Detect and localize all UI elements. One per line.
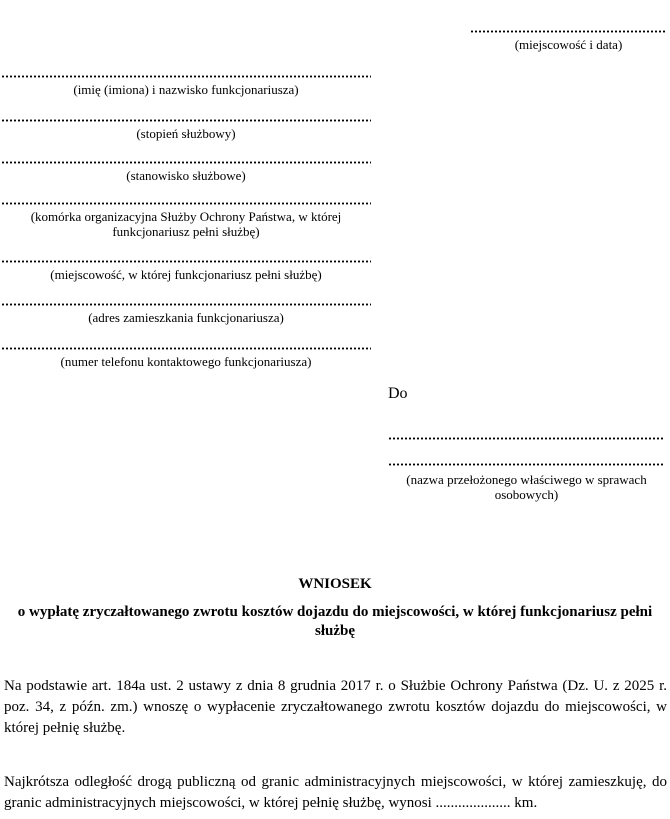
- document-subtitle: o wypłatę zryczałtowanego zwrotu kosztów dojazdu do miejscowości, w której funkcjonariusz pełni służbę: [17, 604, 653, 639]
- organizational-unit-fill-line: [1, 202, 371, 205]
- service-position-fill-line: [1, 161, 371, 164]
- addressee-block: [388, 385, 665, 510]
- home-address-label: (adres zamieszkania funkcjonariusza): [88, 310, 284, 325]
- field-contact-phone: [1, 347, 371, 369]
- contact-phone-fill-line: [1, 347, 371, 350]
- addressee-fill-line-2: [388, 463, 665, 466]
- legal-basis-paragraph: Na podstawie art. 184a ust. 2 ustawy z dnia 8 grudnia 2017 r. o Służbie Ochrony Państwa (Dz. U. z 2025 r. poz. 34, z późn. zm.) wnoszę o wypłacenie zryczałtowanego zwrotu kosztów dojazdu do miejscowości, w której pełnię służbę.: [4, 678, 667, 736]
- field-service-position: [1, 161, 371, 183]
- place-date-label: (miejscowość i data): [514, 37, 623, 52]
- service-town-label: (miejscowość, w której funkcjonariusz pełni służbę): [50, 267, 322, 282]
- organizational-unit-label: (komórka organizacyjna Służby Ochrony Państwa, w której funkcjonariusz pełni służbę): [30, 209, 342, 239]
- service-rank-label: (stopień służbowy): [136, 126, 236, 141]
- field-officer-name: [1, 75, 371, 97]
- field-organizational-unit: [1, 202, 371, 239]
- field-service-rank: [1, 119, 371, 141]
- field-service-town: [1, 260, 371, 282]
- document-title: WNIOSEK: [298, 576, 372, 592]
- home-address-fill-line: [1, 303, 371, 306]
- officer-name-label: (imię (imiona) i nazwisko funkcjonariusza): [73, 82, 299, 97]
- addressee-label: (nazwa przełożonego właściwego w sprawach osobowych): [406, 472, 647, 502]
- contact-phone-label: (numer telefonu kontaktowego funkcjonariusza): [60, 354, 312, 369]
- service-town-fill-line: [1, 260, 371, 263]
- service-rank-fill-line: [1, 119, 371, 122]
- place-date-field: [470, 30, 667, 52]
- field-home-address: [1, 303, 371, 325]
- place-date-fill-line: [470, 30, 667, 33]
- service-position-label: (stanowisko służbowe): [126, 168, 246, 183]
- officer-name-fill-line: [1, 75, 371, 78]
- distance-paragraph: Najkrótsza odległość drogą publiczną od granic administracyjnych miejscowości, w której zamieszkuję, do granic administracyjnych miejscowości, w której pełnię służbę, wynosi .................... km.: [4, 774, 667, 811]
- addressee-to-label: Do: [388, 385, 408, 402]
- addressee-fill-line-1: [388, 437, 665, 440]
